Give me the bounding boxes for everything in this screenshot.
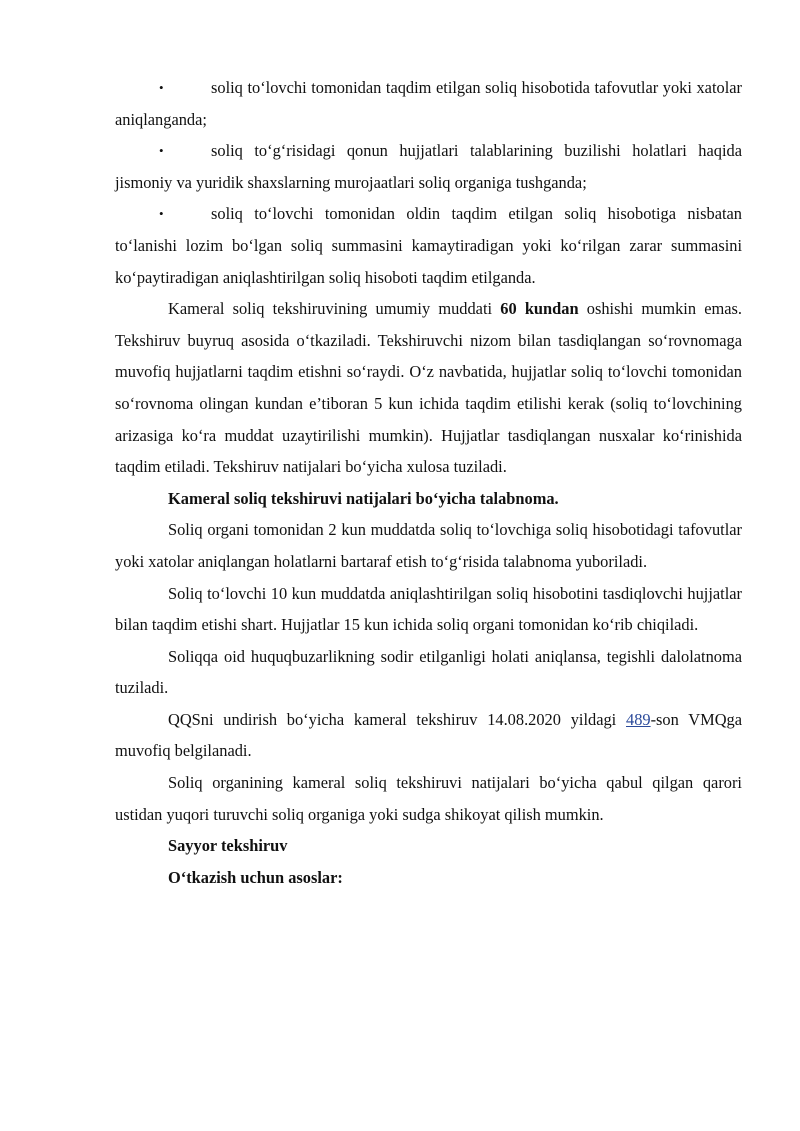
section-heading: Kameral soliq tekshiruvi natijalari bo‘yicha talabnoma. bbox=[168, 488, 559, 508]
bullet-dot-icon: • bbox=[159, 206, 164, 222]
decree-link[interactable]: 489 bbox=[626, 709, 651, 729]
paragraph-appeal: Soliq organining kameral soliq tekshiruvi natijalari bo‘yicha qabul qilgan qarori ustidan yuqori turuvchi soliq organiga yoki sudga shikoyat qilish mumkin. bbox=[115, 773, 742, 824]
bullet-item: • soliq to‘lovchi tomonidan taqdim etilgan soliq hisobotida tafovutlar yoki xatolar aniqlanganda; bbox=[115, 72, 742, 135]
bullet-item: • soliq to‘lovchi tomonidan oldin taqdim etilgan soliq hisobotiga nisbatan to‘lanishi lozim bo‘lgan soliq summasini kamaytiradigan yoki ko‘rilgan zarar summasini ko‘paytiradigan aniqlashtirilgan soliq hisoboti taqdim etilganda. bbox=[115, 198, 742, 293]
section-heading: O‘tkazish uchun asoslar: bbox=[168, 867, 343, 887]
paragraph-taxpayer-term: Soliq to‘lovchi 10 kun muddatda aniqlashtirilgan soliq hisobotini tasdiqlovchi hujjatlar bilan taqdim etishi shart. Hujjatlar 15 kun ichida soliq organi tomonidan ko‘rib chiqiladi. bbox=[115, 583, 742, 635]
paragraph-vat: QQSni undirish bo‘yicha kameral tekshiruv 14.08.2020 yildagi 489-son VMQga muvofiq belgilanadi. bbox=[115, 709, 743, 761]
paragraph-violation: Soliqqa oid huquqbuzarlikning sodir etilganligi holati aniqlansa, tegishli dalolatnoma tuziladi. bbox=[115, 646, 742, 698]
term-highlight: 60 kundan bbox=[500, 299, 579, 319]
paragraph-demand: Soliq organi tomonidan 2 kun muddatda soliq to‘lovchiga soliq hisobotidagi tafovutlar yoki xatolar aniqlangan holatlarni bartaraf etish to‘g‘risida talabnoma yuboriladi. bbox=[115, 520, 742, 571]
section-heading: Sayyor tekshiruv bbox=[168, 836, 288, 856]
paragraph-general-term: Kameral soliq tekshiruvining umumiy muddati 60 kundan oshishi mumkin emas. Tekshiruv buyruq asosida o‘tkaziladi. Tekshiruvchi nizom bilan tasdiqlangan so‘rovnomaga muvofiq hujjatlarni taqdim etishni so‘raydi. O‘z navbatida, hujjatlar soliq to‘lovchi tomonidan so‘rovnoma olingan kundan e’tiboran 5 kun ichida taqdim etilishi kerak (soliq to‘lovchining arizasiga ko‘ra muddat uzaytirilishi mumkin). Hujjatlar tasdiqlangan nusxalar ko‘rinishida taqdim etiladi. Tekshiruv natijalari bo‘yicha xulosa tuziladi. bbox=[115, 299, 742, 477]
bullet-dot-icon: • bbox=[159, 80, 164, 95]
bullet-dot-icon: • bbox=[159, 143, 164, 159]
bullet-item: • soliq to‘g‘risidagi qonun hujjatlari talablarining buzilishi holatlari haqida jismoniy va yuridik shaxslarning murojaatlari soliq organiga tushganda; bbox=[115, 135, 742, 198]
